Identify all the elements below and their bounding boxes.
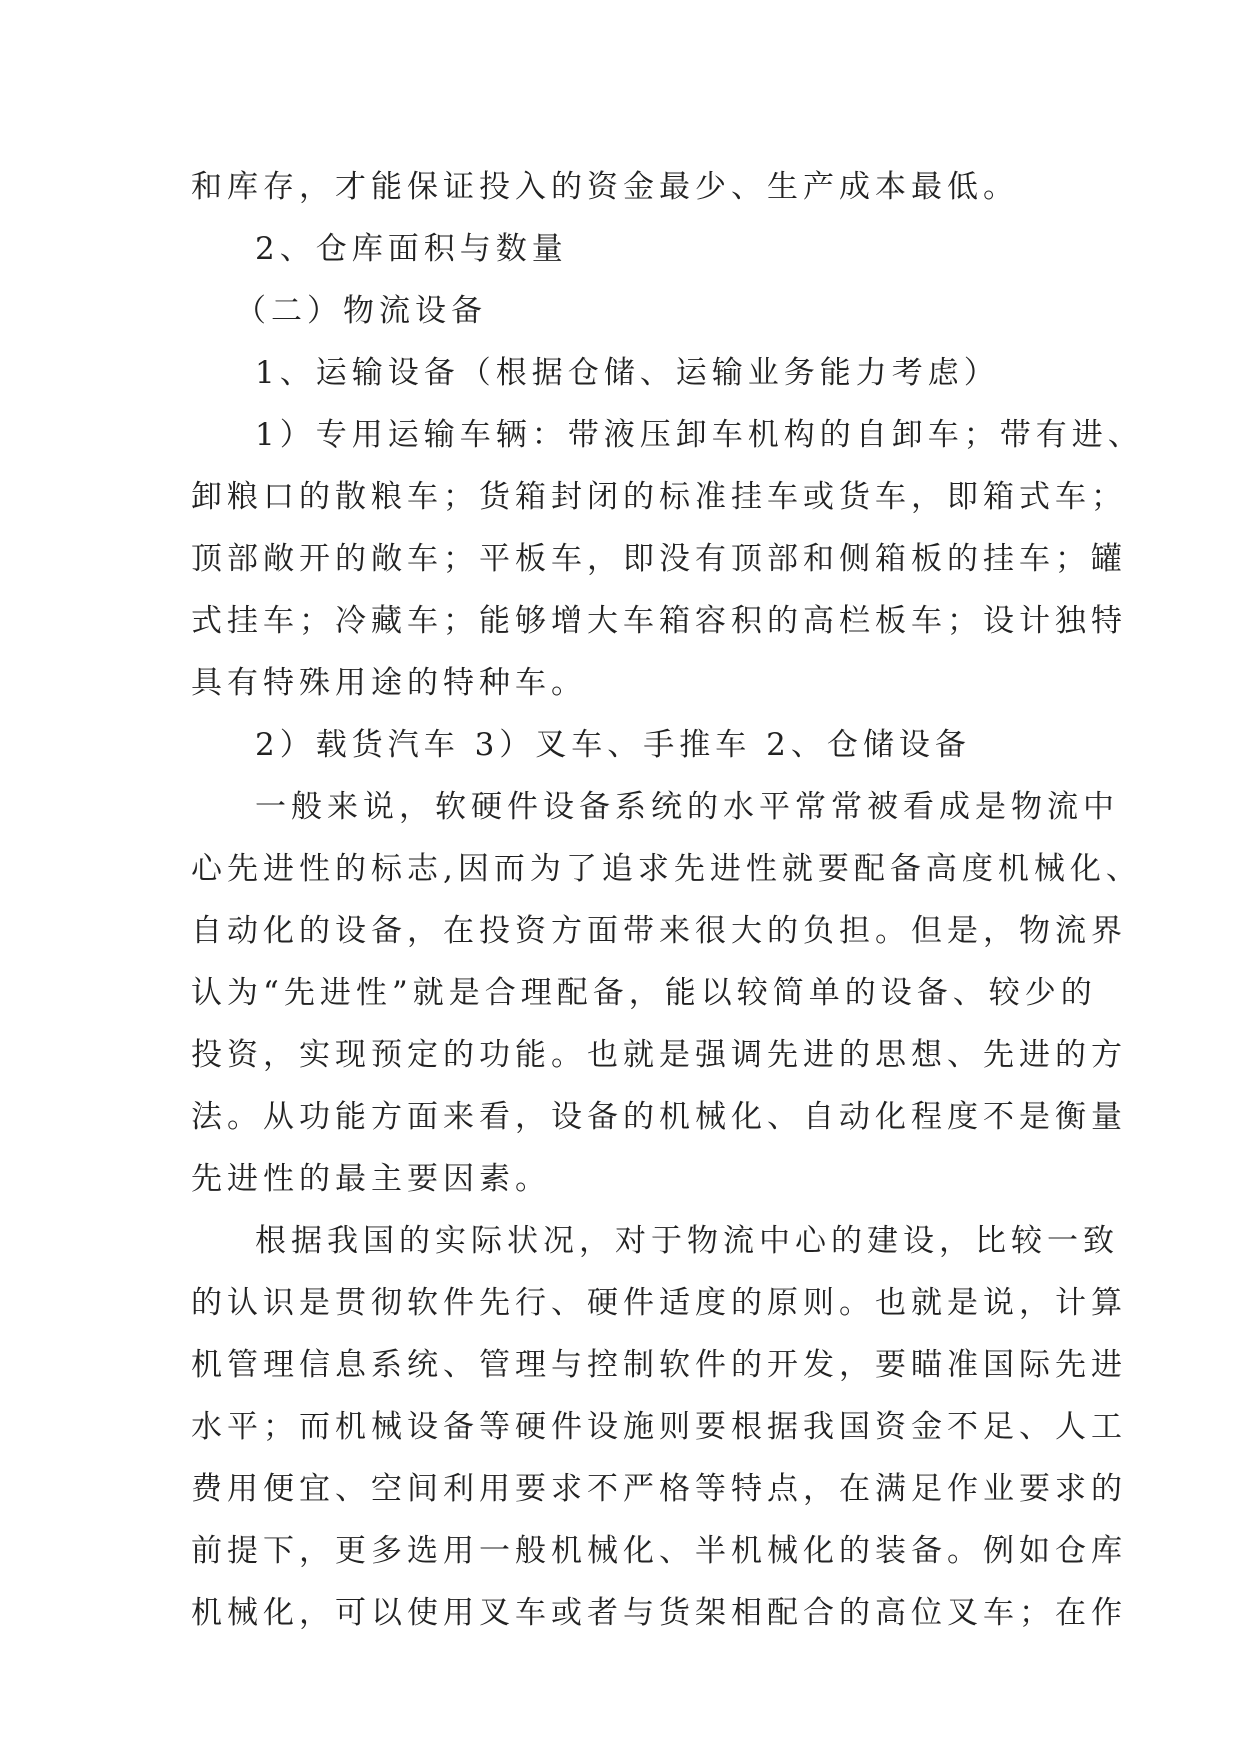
paragraph-line: 认为“先进性”就是合理配备，能以较简单的设备、较少的 (191, 975, 1097, 1011)
paragraph-line: 和库存，才能保证投入的资金最少、生产成本最低。 (191, 169, 1019, 205)
section-heading: 1、运输设备（根据仓储、运输业务能力考虑） (255, 355, 1000, 391)
paragraph-line: 根据我国的实际状况，对于物流中心的建设，比较一致 (255, 1223, 1119, 1259)
paragraph-line: 式挂车；冷藏车；能够增大车箱容积的高栏板车；设计独特 (191, 603, 1127, 639)
paragraph-line: 卸粮口的散粮车；货箱封闭的标准挂车或货车，即箱式车； (191, 479, 1127, 515)
document-body (191, 156, 1144, 1644)
paragraph-line: 机管理信息系统、管理与控制软件的开发，要瞄准国际先进 (191, 1347, 1127, 1383)
section-heading: （二）物流设备 (235, 293, 487, 329)
paragraph-line: 具有特殊用途的特种车。 (191, 665, 587, 701)
paragraph-line: 自动化的设备，在投资方面带来很大的负担。但是，物流界 (191, 913, 1127, 949)
paragraph-line: 2）载货汽车 3）叉车、手推车 2、仓储设备 (255, 727, 971, 763)
paragraph-line: 1）专用运输车辆：带液压卸车机构的自卸车；带有进、 (255, 417, 1144, 453)
paragraph-line: 水平；而机械设备等硬件设施则要根据我国资金不足、人工 (191, 1409, 1127, 1445)
paragraph-line: 投资，实现预定的功能。也就是强调先进的思想、先进的方 (191, 1037, 1127, 1073)
paragraph-line: 顶部敞开的敞车；平板车，即没有顶部和侧箱板的挂车；罐 (191, 541, 1127, 577)
paragraph-line: 心先进性的标志,因而为了追求先进性就要配备高度机械化、 (191, 851, 1142, 887)
paragraph-line: 的认识是贯彻软件先行、硬件适度的原则。也就是说，计算 (191, 1285, 1127, 1321)
paragraph-line: 费用便宜、空间利用要求不严格等特点，在满足作业要求的 (191, 1471, 1127, 1507)
paragraph-line: 先进性的最主要因素。 (191, 1161, 551, 1197)
paragraph-line: 一般来说，软硬件设备系统的水平常常被看成是物流中 (255, 789, 1119, 825)
paragraph-line: 法。从功能方面来看，设备的机械化、自动化程度不是衡量 (191, 1099, 1127, 1135)
paragraph-line: 机械化，可以使用叉车或者与货架相配合的高位叉车；在作 (191, 1595, 1127, 1631)
paragraph-line: 前提下，更多选用一般机械化、半机械化的装备。例如仓库 (191, 1533, 1127, 1569)
section-heading: 2、仓库面积与数量 (255, 231, 568, 267)
